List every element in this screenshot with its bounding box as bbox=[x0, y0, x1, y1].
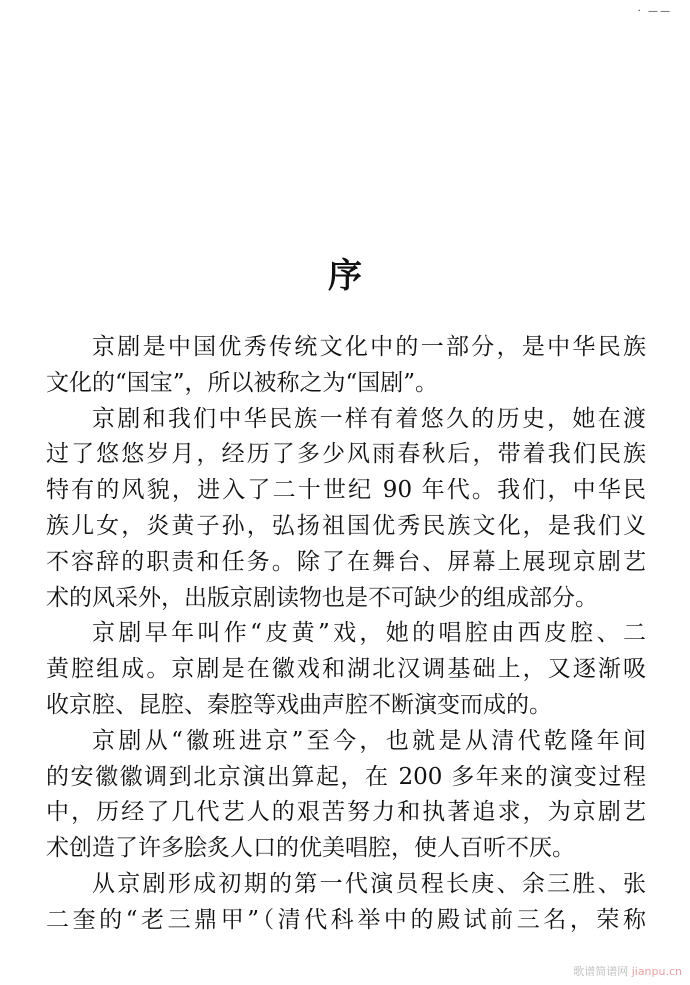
text-line: 京剧从“徽班进京”至今，也就是从清代乾隆年间 bbox=[92, 727, 646, 754]
text-line: 不容辞的职责和任务。除了在舞台、屏幕上展现京剧艺 bbox=[46, 548, 646, 575]
watermark bbox=[573, 963, 682, 979]
body-text bbox=[46, 330, 646, 939]
text-line: 京剧是中国优秀传统文化中的一部分，是中华民族 bbox=[92, 334, 646, 360]
text-line: 的安徽徽调到北京演出算起，在 200 多年来的演变过程 bbox=[46, 763, 646, 790]
text-line: 京剧和我们中华民族一样有着悠久的历史，她在渡 bbox=[92, 405, 646, 432]
text-line: 族儿女，炎黄子孙，弘扬祖国优秀民族文化，是我们义 bbox=[46, 512, 646, 539]
text-line: 文化的“国宝”，所以被称之为“国剧”。 bbox=[46, 369, 439, 396]
text-line: 术创造了许多脍炙人口的优美唱腔，使人百听不厌。 bbox=[46, 835, 575, 862]
text-line: 二奎的“老三鼎甲”（清代科举中的殿试前三名，荣称 bbox=[46, 906, 646, 933]
text-line: 过了悠悠岁月，经历了多少风雨春秋后，带着我们民族 bbox=[46, 441, 646, 468]
text-line: 中，历经了几代艺人的艰苦努力和执著追求，为京剧艺 bbox=[46, 799, 646, 826]
corner-mark: · —— bbox=[637, 6, 672, 17]
page-title: 序 bbox=[328, 256, 362, 296]
text-line: 特有的风貌，进入了二十世纪 90 年代。我们，中华民 bbox=[46, 477, 646, 504]
watermark-site: 歌谱简谱网 bbox=[573, 965, 629, 978]
text-line: 黄腔组成。京剧是在徽戏和湖北汉调基础上，又逐渐吸 bbox=[46, 656, 646, 683]
text-line: 京剧早年叫作“皮黄”戏，她的唱腔由西皮腔、二 bbox=[92, 620, 646, 647]
text-line: 术的风采外，出版京剧读物也是不可缺少的组成部分。 bbox=[46, 584, 598, 611]
watermark-url: jianpu.cn bbox=[631, 965, 682, 978]
text-line: 收京腔、昆腔、秦腔等戏曲声腔不断演变而成的。 bbox=[46, 691, 552, 718]
text-line: 从京剧形成初期的第一代演员程长庚、余三胜、张 bbox=[92, 870, 646, 897]
